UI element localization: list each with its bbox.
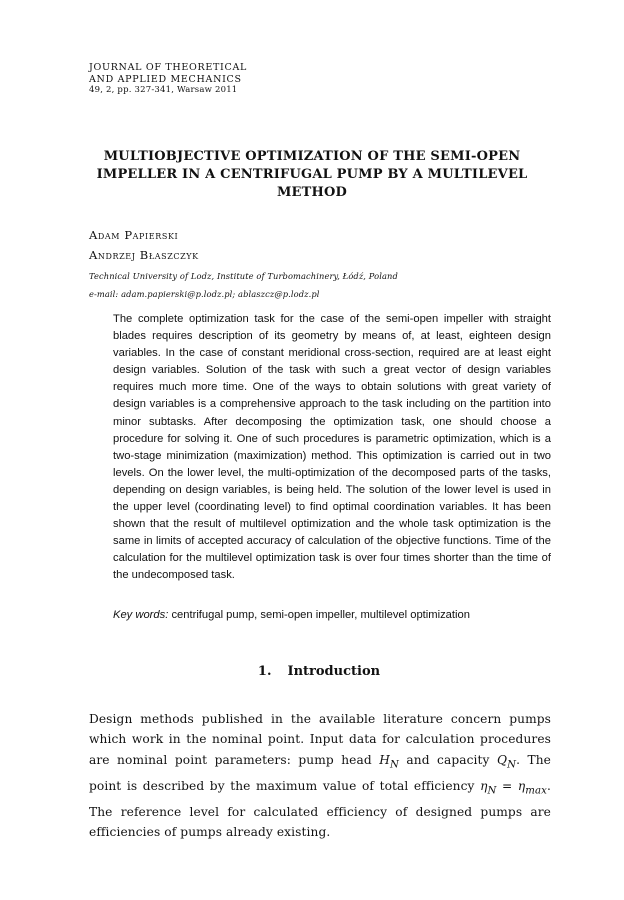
- journal-name-line1: JOURNAL OF THEORETICAL: [89, 62, 248, 73]
- section-title: Introduction: [287, 664, 381, 679]
- author-email: e-mail: adam.papierski@p.lodz.pl; ablaszcz@p.lodz.pl: [89, 289, 320, 299]
- symbol-head: H: [379, 752, 390, 767]
- title-line2: IMPELLER IN A CENTRIFUGAL PUMP BY A MULTILEVEL: [96, 167, 528, 182]
- author-1: Adam Papierski: [89, 228, 179, 242]
- abstract: [113, 311, 551, 585]
- journal-issue: 49, 2, pp. 327-341, Warsaw 2011: [89, 85, 238, 95]
- intro-paragraph: [89, 709, 551, 842]
- intro-text: [89, 709, 551, 842]
- subscript-n: N: [389, 759, 399, 771]
- keywords-label: Key words:: [113, 609, 169, 621]
- subscript-n: N: [507, 759, 517, 771]
- title-line1: MULTIOBJECTIVE OPTIMIZATION OF THE SEMI-OPEN: [103, 149, 521, 164]
- paper-title: [70, 148, 554, 202]
- affiliation: Technical University of Lodz, Institute of Turbomachinery, Łódź, Poland: [89, 271, 398, 281]
- keywords-text: centrifugal pump, semi-open impeller, multilevel optimization: [171, 609, 470, 621]
- symbol-capacity: Q: [496, 752, 508, 767]
- symbol-efficiency: η: [517, 778, 526, 793]
- intro-text-part: . The reference level for calculated efficiency of designed pumps are efficiencies of pumps already existing.: [89, 778, 551, 839]
- keywords: [113, 607, 551, 624]
- journal-name-line2: AND APPLIED MECHANICS: [89, 73, 242, 85]
- subscript-n: N: [487, 785, 497, 797]
- subscript-max: max: [525, 785, 548, 797]
- section-number: 1.: [257, 664, 272, 679]
- journal-header: [89, 62, 247, 97]
- author-2: Andrzej Błaszczyk: [89, 248, 199, 262]
- title-line3: METHOD: [276, 185, 348, 200]
- equals-sign: =: [496, 778, 518, 793]
- symbol-efficiency: η: [480, 778, 488, 793]
- intro-text-part: Design methods published in the available literature concern pumps which work in the nominal point. Input data for calculation procedures are nominal point parameters: pump head: [89, 712, 551, 767]
- section-heading: [89, 664, 549, 679]
- abstract-text: The complete optimization task for the case of the semi-open impeller with straight blades requires description of its geometry by means of, at least, eighteen design variables. In the case of constant meridional cross-section, required are at least eight design variables. Solution of the task with such a great vector of design variables requires much more time. One of the ways to obtain solutions with great variety of design variables is a comprehensive approach to the task including on the partition into minor subtasks. After decomposing the optimization task, one should choose a procedure for solving it. One of such procedures is parametric optimization, which is a two-stage minimization (maximization) method. This optimization is carried out in two levels. On the lower level, the multi-optimization of the decomposed parts of the tasks, depending on design variables, is being held. The solution of the lower level is used in the upper level (coordinating level) to find optimal coordination variables. It has been shown that the result of multilevel optimization and the whole task optimization is the same in limits of accepted accuracy of calculation of the objective functions. Time of the calculation for the multilevel optimization task is over four times shorter than the time of the undecomposed task.: [113, 313, 551, 582]
- intro-text-part: and capacity: [398, 752, 497, 767]
- intro-text-part: . The point is described by the maximum value of total efficiency: [89, 752, 551, 793]
